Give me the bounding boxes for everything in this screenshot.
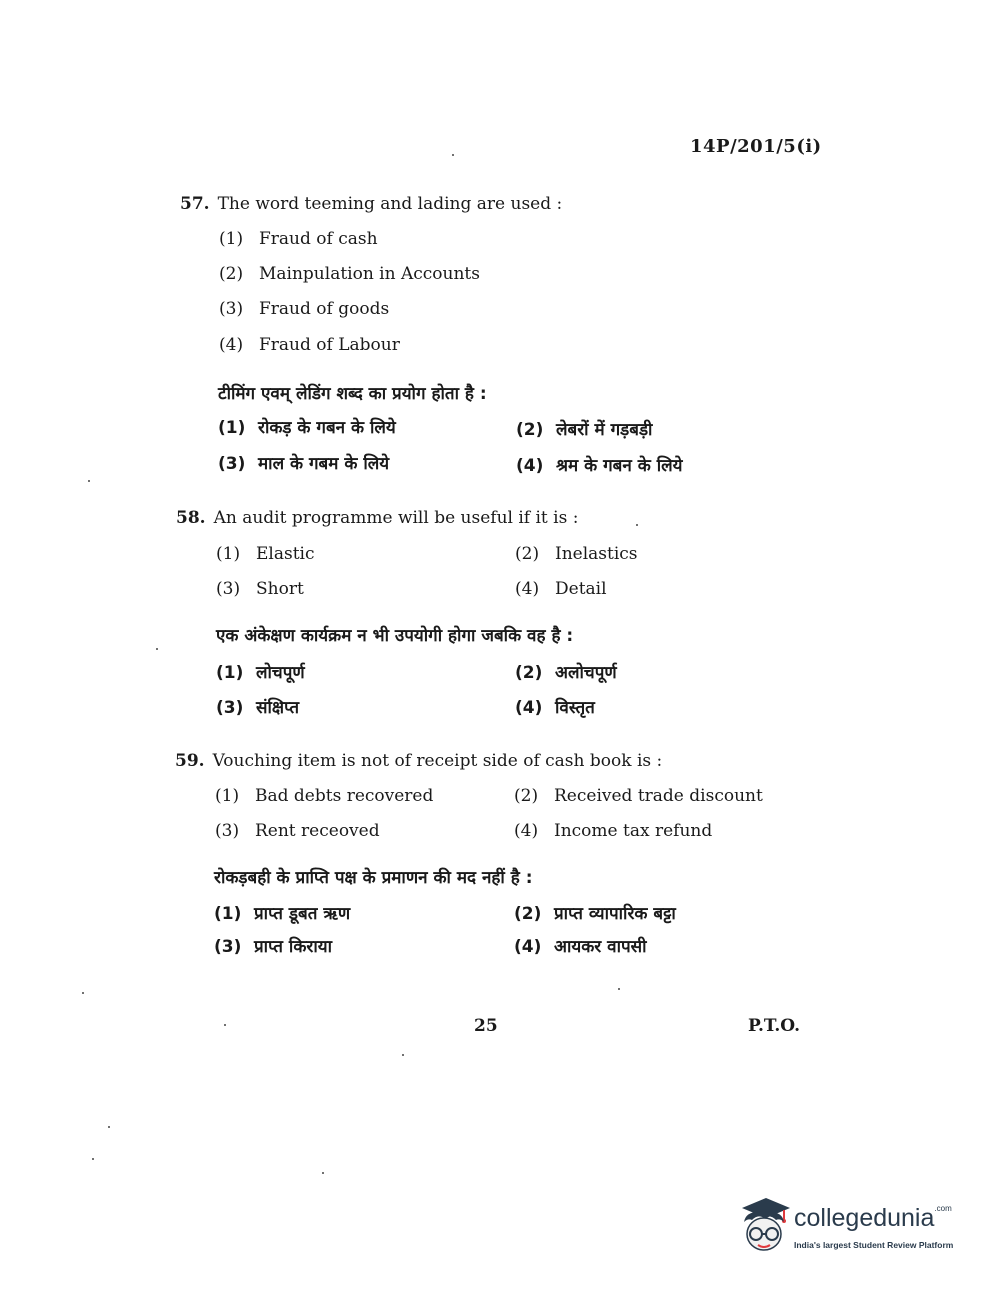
option-number: (3) (219, 299, 244, 319)
question-text-hi: रोकड़बही के प्राप्ति पक्ष के प्रमाणन की मद नहीं है : (214, 868, 533, 888)
question-stem: Vouching item is not of receipt side of cash book is : (212, 751, 663, 771)
option-text: रोकड़ के गबन के लिये (258, 418, 396, 438)
option-hi (516, 417, 652, 440)
option-hi (216, 695, 299, 718)
question-text-hi: एक अंकेक्षण कार्यक्रम न भी उपयोगी होगा जबकि वह है : (216, 626, 574, 646)
question-text-en (176, 508, 578, 528)
scan-speck (402, 1054, 404, 1056)
option-number: (1) (215, 786, 240, 806)
option-text: Received trade discount (554, 786, 763, 806)
option-number: (1) (216, 544, 241, 564)
question-text-hi: टीमिंग एवम् लेडिंग शब्द का प्रयोग होता है : (218, 384, 487, 404)
option-text: Mainpulation in Accounts (259, 264, 480, 284)
option-number: (3) (214, 937, 242, 957)
option-en (219, 335, 400, 355)
option-en (215, 821, 380, 841)
option-en (215, 786, 433, 806)
question-text-en (175, 751, 662, 771)
option-hi (516, 453, 683, 476)
option-number: (2) (514, 786, 539, 806)
option-hi (515, 660, 617, 683)
brand-name: collegedunia$^{.com}$ (794, 1204, 952, 1232)
collegedunia-watermark (736, 1196, 966, 1262)
option-text: प्राप्त डूबत ऋण (254, 904, 351, 924)
option-hi (515, 695, 595, 718)
option-en (216, 579, 304, 599)
student-mascot-icon (736, 1196, 794, 1262)
option-en (514, 786, 763, 806)
option-text: Fraud of cash (259, 229, 378, 249)
option-text: संक्षिप्त (256, 698, 300, 718)
question-number: 58. (176, 508, 206, 528)
option-text: Bad debts recovered (255, 786, 434, 806)
scan-speck (82, 992, 84, 994)
option-number: (4) (515, 698, 543, 718)
scan-speck (618, 988, 620, 990)
scan-speck (224, 1024, 226, 1026)
option-en (216, 544, 315, 564)
question-number: 59. (175, 751, 205, 771)
option-hi (214, 934, 332, 957)
option-number: (3) (216, 698, 244, 718)
option-number: (1) (214, 904, 242, 924)
option-text: Income tax refund (554, 821, 713, 841)
option-text: Short (256, 579, 304, 599)
option-text: विस्तृत (555, 698, 595, 718)
option-hi (214, 901, 350, 924)
option-hi (216, 660, 305, 683)
option-text: आयकर वापसी (554, 937, 647, 957)
option-number: (2) (515, 544, 540, 564)
option-number: (2) (514, 904, 542, 924)
option-hi (218, 451, 389, 474)
option-text: Fraud of goods (259, 299, 390, 319)
option-text: Inelastics (555, 544, 638, 564)
option-number: (2) (515, 663, 543, 683)
option-number: (2) (516, 420, 544, 440)
option-en (515, 579, 607, 599)
scan-speck (92, 1158, 94, 1160)
paper-code: 14P/201/5(i) (690, 136, 822, 157)
option-number: (2) (219, 264, 244, 284)
option-number: (3) (215, 821, 240, 841)
option-text: Detail (555, 579, 607, 599)
option-text: Elastic (256, 544, 315, 564)
option-text: श्रम के गबन के लिये (556, 456, 683, 476)
option-number: (3) (216, 579, 241, 599)
option-hi (514, 901, 676, 924)
option-en (514, 821, 712, 841)
option-text: Fraud of Labour (259, 335, 400, 355)
scan-speck (452, 154, 454, 156)
option-text: अलोचपूर्ण (555, 663, 617, 683)
option-text: लेबरों में गड़बड़ी (556, 420, 653, 440)
option-text: लोचपूर्ण (256, 663, 305, 683)
option-en (219, 264, 480, 284)
option-text: माल के गबम के लिये (258, 454, 390, 474)
scan-speck (88, 480, 90, 482)
option-number: (4) (514, 821, 539, 841)
pto-label: P.T.O. (748, 1016, 800, 1036)
scan-speck (322, 1172, 324, 1174)
scan-speck (636, 524, 638, 526)
option-number: (1) (218, 418, 246, 438)
option-number: (4) (516, 456, 544, 476)
scan-speck (108, 1126, 110, 1128)
question-number: 57. (180, 194, 210, 214)
option-number: (4) (515, 579, 540, 599)
option-text: प्राप्त किराया (254, 937, 332, 957)
option-number: (4) (219, 335, 244, 355)
scan-speck (156, 648, 158, 650)
option-en (219, 229, 378, 249)
option-number: (1) (219, 229, 244, 249)
page-number: 25 (474, 1016, 498, 1036)
option-text: Rent receoved (255, 821, 380, 841)
option-hi (514, 934, 647, 957)
question-text-en (180, 194, 562, 214)
brand-tagline: India's largest Student Review Platform (794, 1240, 954, 1250)
option-hi (218, 415, 396, 438)
option-en (515, 544, 638, 564)
question-stem: An audit programme will be useful if it is : (213, 508, 579, 528)
option-number: (1) (216, 663, 244, 683)
option-number: (4) (514, 937, 542, 957)
question-stem: The word teeming and lading are used : (217, 194, 563, 214)
option-text: प्राप्त व्यापारिक बट्टा (554, 904, 676, 924)
option-number: (3) (218, 454, 246, 474)
option-en (219, 299, 389, 319)
